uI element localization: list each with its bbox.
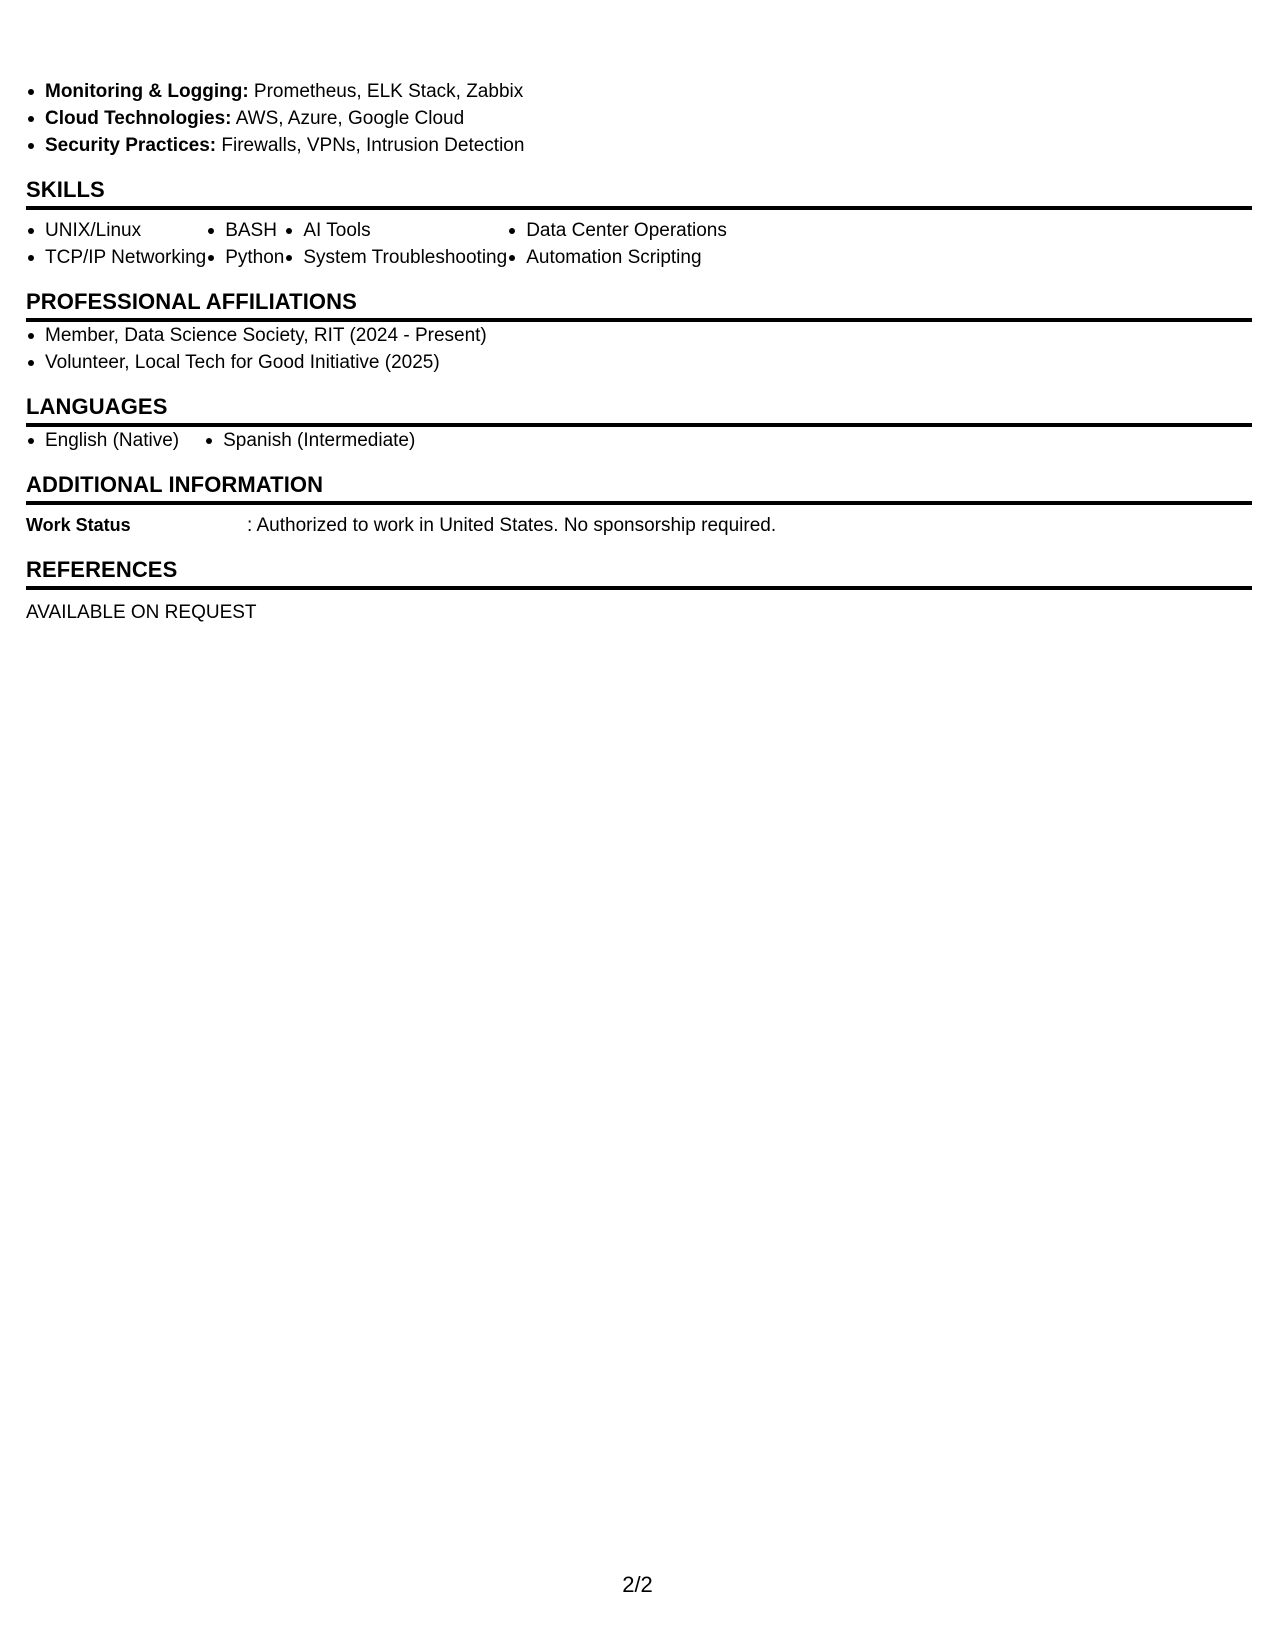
tech-label: Monitoring & Logging:	[45, 81, 249, 102]
page-number: 2/2	[622, 1572, 653, 1597]
skill-item: UNIX/Linux	[26, 217, 206, 244]
work-status-value: : Authorized to work in United States. No sponsorship required.	[247, 515, 777, 536]
references-text: AVAILABLE ON REQUEST	[26, 602, 257, 623]
tech-value: AWS, Azure, Google Cloud	[231, 108, 465, 129]
skills-heading: SKILLS	[26, 176, 1252, 210]
skill-item: TCP/IP Networking	[26, 244, 206, 271]
references-heading: REFERENCES	[26, 556, 1252, 590]
skill-item: BASH	[206, 217, 284, 244]
tech-label: Security Practices:	[45, 135, 217, 156]
resume-page	[26, 78, 1252, 626]
skills-column	[26, 217, 206, 271]
tech-value: Firewalls, VPNs, Intrusion Detection	[216, 135, 525, 156]
affiliations-list	[26, 322, 1252, 376]
affiliations-heading: PROFESSIONAL AFFILIATIONS	[26, 288, 1252, 322]
skill-item: AI Tools	[284, 217, 507, 244]
language-item: Spanish (Intermediate)	[204, 427, 415, 454]
languages-heading: LANGUAGES	[26, 393, 1252, 427]
skills-grid	[26, 217, 1252, 271]
list-item	[26, 105, 1252, 132]
list-item	[26, 78, 1252, 105]
affiliation-item: Member, Data Science Society, RIT (2024 - Present)	[26, 322, 1252, 349]
language-item: English (Native)	[26, 427, 179, 454]
work-status-row	[26, 512, 1252, 539]
languages-list	[26, 427, 1252, 454]
skills-column	[284, 217, 507, 271]
skill-item: Python	[206, 244, 284, 271]
list-item	[26, 132, 1252, 159]
tech-list	[26, 78, 1252, 159]
skills-column	[507, 217, 727, 271]
skill-item: System Troubleshooting	[284, 244, 507, 271]
work-status-label: Work Status	[26, 515, 131, 535]
additional-info-heading: ADDITIONAL INFORMATION	[26, 471, 1252, 505]
skill-item: Data Center Operations	[507, 217, 727, 244]
tech-label: Cloud Technologies:	[45, 108, 232, 129]
skill-item: Automation Scripting	[507, 244, 727, 271]
affiliation-item: Volunteer, Local Tech for Good Initiative (2025)	[26, 349, 1252, 376]
tech-value: Prometheus, ELK Stack, Zabbix	[248, 81, 524, 102]
skills-column	[206, 217, 284, 271]
